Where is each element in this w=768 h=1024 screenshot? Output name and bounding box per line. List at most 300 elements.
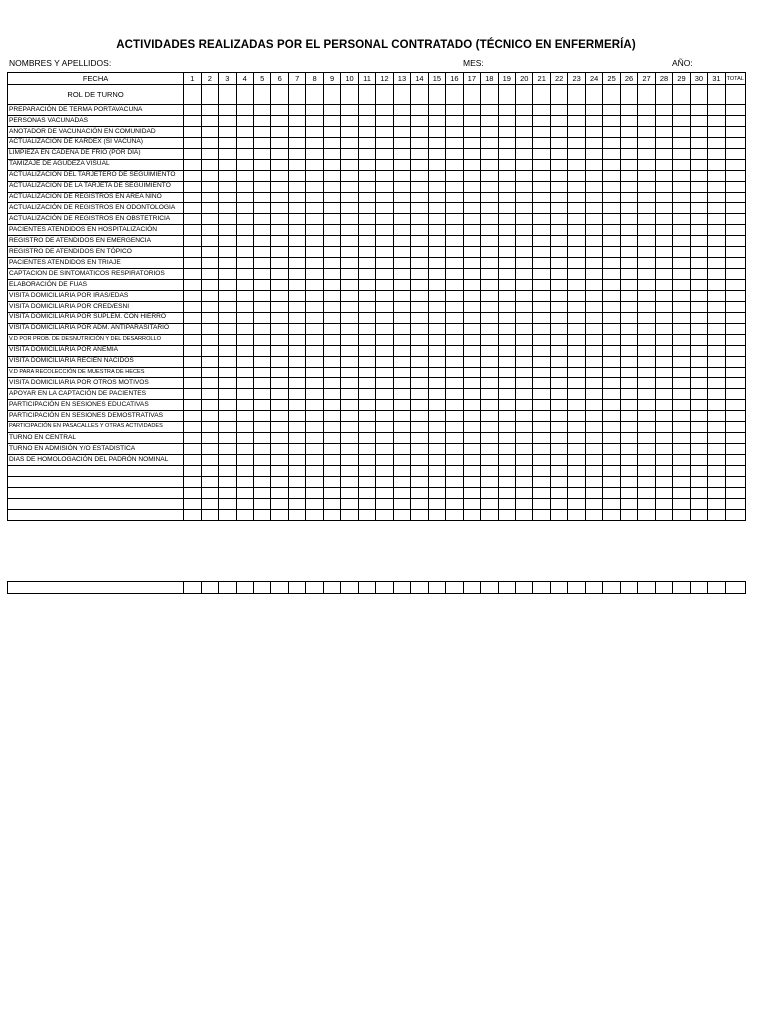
day-cell[interactable] <box>498 159 515 170</box>
day-cell[interactable] <box>306 378 323 389</box>
day-cell[interactable] <box>708 115 725 126</box>
day-cell[interactable] <box>708 225 725 236</box>
day-cell[interactable] <box>463 225 480 236</box>
day-cell[interactable] <box>428 203 445 214</box>
day-cell[interactable] <box>568 400 585 411</box>
summary-cell[interactable] <box>655 582 672 594</box>
day-cell[interactable] <box>550 170 567 181</box>
day-cell[interactable] <box>271 301 288 312</box>
day-cell[interactable] <box>655 367 672 378</box>
day-cell[interactable] <box>341 203 358 214</box>
day-cell[interactable] <box>620 498 637 509</box>
day-cell[interactable] <box>673 465 690 476</box>
day-cell[interactable] <box>201 345 218 356</box>
day-cell[interactable] <box>708 400 725 411</box>
day-cell[interactable] <box>585 203 602 214</box>
shift-cell[interactable] <box>376 85 393 105</box>
day-cell[interactable] <box>498 258 515 269</box>
day-cell[interactable] <box>638 334 655 345</box>
day-cell[interactable] <box>236 323 253 334</box>
day-cell[interactable] <box>655 301 672 312</box>
day-cell[interactable] <box>481 356 498 367</box>
day-cell[interactable] <box>411 258 428 269</box>
day-cell[interactable] <box>271 225 288 236</box>
day-cell[interactable] <box>306 389 323 400</box>
day-cell[interactable] <box>655 115 672 126</box>
day-cell[interactable] <box>341 411 358 422</box>
day-cell[interactable] <box>253 465 270 476</box>
day-cell[interactable] <box>638 269 655 280</box>
summary-cell[interactable] <box>498 582 515 594</box>
day-cell[interactable] <box>603 203 620 214</box>
day-cell[interactable] <box>498 290 515 301</box>
day-cell[interactable] <box>481 465 498 476</box>
day-cell[interactable] <box>446 247 463 258</box>
day-cell[interactable] <box>516 236 533 247</box>
day-cell[interactable] <box>446 400 463 411</box>
day-cell[interactable] <box>393 236 410 247</box>
day-cell[interactable] <box>428 323 445 334</box>
day-cell[interactable] <box>358 323 375 334</box>
day-cell[interactable] <box>201 181 218 192</box>
day-cell[interactable] <box>620 389 637 400</box>
day-cell[interactable] <box>323 181 340 192</box>
day-cell[interactable] <box>568 444 585 455</box>
day-cell[interactable] <box>288 509 305 520</box>
shift-cell[interactable] <box>358 85 375 105</box>
day-cell[interactable] <box>393 476 410 487</box>
day-cell[interactable] <box>428 444 445 455</box>
day-cell[interactable] <box>219 389 236 400</box>
shift-cell[interactable] <box>516 85 533 105</box>
day-cell[interactable] <box>446 280 463 291</box>
day-cell[interactable] <box>516 378 533 389</box>
day-cell[interactable] <box>306 455 323 466</box>
day-cell[interactable] <box>376 301 393 312</box>
day-cell[interactable] <box>411 422 428 433</box>
day-cell[interactable] <box>673 498 690 509</box>
total-cell[interactable] <box>725 389 745 400</box>
day-cell[interactable] <box>638 487 655 498</box>
day-cell[interactable] <box>236 334 253 345</box>
day-cell[interactable] <box>446 159 463 170</box>
day-cell[interactable] <box>358 258 375 269</box>
day-cell[interactable] <box>481 323 498 334</box>
day-cell[interactable] <box>393 280 410 291</box>
day-cell[interactable] <box>271 334 288 345</box>
day-cell[interactable] <box>341 422 358 433</box>
summary-cell[interactable] <box>568 582 585 594</box>
day-cell[interactable] <box>323 225 340 236</box>
day-cell[interactable] <box>201 126 218 137</box>
day-cell[interactable] <box>516 137 533 148</box>
day-cell[interactable] <box>673 422 690 433</box>
day-cell[interactable] <box>428 389 445 400</box>
day-cell[interactable] <box>358 301 375 312</box>
day-cell[interactable] <box>690 258 707 269</box>
day-cell[interactable] <box>446 148 463 159</box>
day-cell[interactable] <box>219 159 236 170</box>
day-cell[interactable] <box>481 280 498 291</box>
day-cell[interactable] <box>236 476 253 487</box>
day-cell[interactable] <box>271 192 288 203</box>
day-cell[interactable] <box>585 105 602 116</box>
day-cell[interactable] <box>620 433 637 444</box>
day-cell[interactable] <box>376 280 393 291</box>
day-cell[interactable] <box>673 487 690 498</box>
day-cell[interactable] <box>393 334 410 345</box>
day-cell[interactable] <box>690 115 707 126</box>
day-cell[interactable] <box>533 487 550 498</box>
day-cell[interactable] <box>306 411 323 422</box>
day-cell[interactable] <box>516 444 533 455</box>
day-cell[interactable] <box>498 487 515 498</box>
day-cell[interactable] <box>341 476 358 487</box>
day-cell[interactable] <box>306 422 323 433</box>
day-cell[interactable] <box>253 148 270 159</box>
day-cell[interactable] <box>603 455 620 466</box>
summary-cell[interactable] <box>585 582 602 594</box>
day-cell[interactable] <box>568 334 585 345</box>
day-cell[interactable] <box>708 378 725 389</box>
day-cell[interactable] <box>323 126 340 137</box>
summary-cell[interactable] <box>481 582 498 594</box>
day-cell[interactable] <box>184 225 201 236</box>
day-cell[interactable] <box>550 465 567 476</box>
day-cell[interactable] <box>219 498 236 509</box>
day-cell[interactable] <box>708 192 725 203</box>
day-cell[interactable] <box>673 148 690 159</box>
day-cell[interactable] <box>638 301 655 312</box>
day-cell[interactable] <box>498 367 515 378</box>
day-cell[interactable] <box>341 280 358 291</box>
day-cell[interactable] <box>446 509 463 520</box>
day-cell[interactable] <box>393 170 410 181</box>
day-cell[interactable] <box>463 509 480 520</box>
day-cell[interactable] <box>184 280 201 291</box>
shift-cell[interactable] <box>620 85 637 105</box>
day-cell[interactable] <box>446 487 463 498</box>
day-cell[interactable] <box>288 258 305 269</box>
day-cell[interactable] <box>620 214 637 225</box>
day-cell[interactable] <box>446 258 463 269</box>
total-cell[interactable] <box>725 181 745 192</box>
day-cell[interactable] <box>655 455 672 466</box>
day-cell[interactable] <box>690 433 707 444</box>
day-cell[interactable] <box>655 236 672 247</box>
day-cell[interactable] <box>690 487 707 498</box>
day-cell[interactable] <box>620 323 637 334</box>
day-cell[interactable] <box>201 334 218 345</box>
day-cell[interactable] <box>376 159 393 170</box>
day-cell[interactable] <box>585 400 602 411</box>
day-cell[interactable] <box>219 444 236 455</box>
summary-cell[interactable] <box>253 582 270 594</box>
day-cell[interactable] <box>481 148 498 159</box>
day-cell[interactable] <box>341 137 358 148</box>
day-cell[interactable] <box>690 170 707 181</box>
day-cell[interactable] <box>306 214 323 225</box>
day-cell[interactable] <box>236 137 253 148</box>
day-cell[interactable] <box>516 487 533 498</box>
day-cell[interactable] <box>620 455 637 466</box>
day-cell[interactable] <box>533 455 550 466</box>
day-cell[interactable] <box>516 148 533 159</box>
day-cell[interactable] <box>236 214 253 225</box>
summary-cell[interactable] <box>219 582 236 594</box>
day-cell[interactable] <box>323 498 340 509</box>
day-cell[interactable] <box>481 312 498 323</box>
day-cell[interactable] <box>358 444 375 455</box>
day-cell[interactable] <box>446 301 463 312</box>
day-cell[interactable] <box>585 126 602 137</box>
day-cell[interactable] <box>498 498 515 509</box>
day-cell[interactable] <box>253 192 270 203</box>
total-cell[interactable] <box>725 214 745 225</box>
day-cell[interactable] <box>358 115 375 126</box>
day-cell[interactable] <box>481 345 498 356</box>
day-cell[interactable] <box>463 115 480 126</box>
total-cell[interactable] <box>725 290 745 301</box>
summary-cell[interactable] <box>463 582 480 594</box>
day-cell[interactable] <box>271 455 288 466</box>
day-cell[interactable] <box>481 159 498 170</box>
day-cell[interactable] <box>550 192 567 203</box>
day-cell[interactable] <box>481 181 498 192</box>
summary-cell[interactable] <box>358 582 375 594</box>
day-cell[interactable] <box>655 323 672 334</box>
day-cell[interactable] <box>184 345 201 356</box>
day-cell[interactable] <box>516 433 533 444</box>
day-cell[interactable] <box>201 269 218 280</box>
day-cell[interactable] <box>708 345 725 356</box>
day-cell[interactable] <box>411 115 428 126</box>
day-cell[interactable] <box>568 269 585 280</box>
day-cell[interactable] <box>253 137 270 148</box>
day-cell[interactable] <box>620 126 637 137</box>
day-cell[interactable] <box>550 181 567 192</box>
day-cell[interactable] <box>690 378 707 389</box>
day-cell[interactable] <box>498 323 515 334</box>
day-cell[interactable] <box>533 290 550 301</box>
day-cell[interactable] <box>463 312 480 323</box>
day-cell[interactable] <box>673 323 690 334</box>
day-cell[interactable] <box>376 115 393 126</box>
day-cell[interactable] <box>585 148 602 159</box>
day-cell[interactable] <box>358 269 375 280</box>
day-cell[interactable] <box>236 181 253 192</box>
day-cell[interactable] <box>271 422 288 433</box>
day-cell[interactable] <box>673 444 690 455</box>
day-cell[interactable] <box>358 148 375 159</box>
day-cell[interactable] <box>481 389 498 400</box>
day-cell[interactable] <box>446 498 463 509</box>
day-cell[interactable] <box>603 367 620 378</box>
day-cell[interactable] <box>341 487 358 498</box>
day-cell[interactable] <box>323 356 340 367</box>
day-cell[interactable] <box>341 148 358 159</box>
day-cell[interactable] <box>638 115 655 126</box>
day-cell[interactable] <box>288 269 305 280</box>
day-cell[interactable] <box>498 269 515 280</box>
day-cell[interactable] <box>585 301 602 312</box>
day-cell[interactable] <box>253 444 270 455</box>
day-cell[interactable] <box>236 465 253 476</box>
shift-cell[interactable] <box>690 85 707 105</box>
day-cell[interactable] <box>236 433 253 444</box>
day-cell[interactable] <box>323 476 340 487</box>
day-cell[interactable] <box>219 126 236 137</box>
day-cell[interactable] <box>253 214 270 225</box>
day-cell[interactable] <box>498 334 515 345</box>
day-cell[interactable] <box>603 312 620 323</box>
day-cell[interactable] <box>306 159 323 170</box>
day-cell[interactable] <box>201 203 218 214</box>
total-cell[interactable] <box>725 323 745 334</box>
day-cell[interactable] <box>708 280 725 291</box>
day-cell[interactable] <box>358 105 375 116</box>
day-cell[interactable] <box>393 367 410 378</box>
summary-cell[interactable] <box>428 582 445 594</box>
day-cell[interactable] <box>533 214 550 225</box>
day-cell[interactable] <box>585 411 602 422</box>
day-cell[interactable] <box>463 105 480 116</box>
day-cell[interactable] <box>411 465 428 476</box>
day-cell[interactable] <box>428 269 445 280</box>
day-cell[interactable] <box>708 509 725 520</box>
shift-cell[interactable] <box>708 85 725 105</box>
day-cell[interactable] <box>393 105 410 116</box>
day-cell[interactable] <box>271 170 288 181</box>
day-cell[interactable] <box>498 476 515 487</box>
day-cell[interactable] <box>655 487 672 498</box>
day-cell[interactable] <box>271 345 288 356</box>
day-cell[interactable] <box>236 258 253 269</box>
day-cell[interactable] <box>411 444 428 455</box>
day-cell[interactable] <box>533 323 550 334</box>
day-cell[interactable] <box>690 509 707 520</box>
day-cell[interactable] <box>358 312 375 323</box>
day-cell[interactable] <box>288 422 305 433</box>
day-cell[interactable] <box>481 247 498 258</box>
day-cell[interactable] <box>673 345 690 356</box>
day-cell[interactable] <box>428 280 445 291</box>
day-cell[interactable] <box>253 301 270 312</box>
day-cell[interactable] <box>358 192 375 203</box>
day-cell[interactable] <box>603 323 620 334</box>
day-cell[interactable] <box>271 498 288 509</box>
day-cell[interactable] <box>219 148 236 159</box>
day-cell[interactable] <box>603 280 620 291</box>
day-cell[interactable] <box>201 170 218 181</box>
day-cell[interactable] <box>253 323 270 334</box>
day-cell[interactable] <box>376 137 393 148</box>
day-cell[interactable] <box>638 247 655 258</box>
shift-cell[interactable] <box>638 85 655 105</box>
day-cell[interactable] <box>620 334 637 345</box>
day-cell[interactable] <box>219 247 236 258</box>
day-cell[interactable] <box>253 225 270 236</box>
day-cell[interactable] <box>498 400 515 411</box>
day-cell[interactable] <box>690 181 707 192</box>
day-cell[interactable] <box>446 137 463 148</box>
day-cell[interactable] <box>253 280 270 291</box>
day-cell[interactable] <box>201 290 218 301</box>
day-cell[interactable] <box>533 269 550 280</box>
day-cell[interactable] <box>568 411 585 422</box>
day-cell[interactable] <box>253 389 270 400</box>
day-cell[interactable] <box>341 323 358 334</box>
day-cell[interactable] <box>568 105 585 116</box>
day-cell[interactable] <box>236 225 253 236</box>
day-cell[interactable] <box>585 444 602 455</box>
day-cell[interactable] <box>219 411 236 422</box>
day-cell[interactable] <box>655 214 672 225</box>
day-cell[interactable] <box>620 422 637 433</box>
day-cell[interactable] <box>306 476 323 487</box>
day-cell[interactable] <box>393 225 410 236</box>
day-cell[interactable] <box>184 115 201 126</box>
day-cell[interactable] <box>358 214 375 225</box>
day-cell[interactable] <box>271 148 288 159</box>
day-cell[interactable] <box>481 444 498 455</box>
day-cell[interactable] <box>638 312 655 323</box>
shift-cell[interactable] <box>655 85 672 105</box>
day-cell[interactable] <box>568 455 585 466</box>
day-cell[interactable] <box>341 159 358 170</box>
day-cell[interactable] <box>620 345 637 356</box>
day-cell[interactable] <box>393 487 410 498</box>
day-cell[interactable] <box>236 290 253 301</box>
day-cell[interactable] <box>673 301 690 312</box>
day-cell[interactable] <box>516 411 533 422</box>
day-cell[interactable] <box>638 192 655 203</box>
day-cell[interactable] <box>306 323 323 334</box>
day-cell[interactable] <box>550 323 567 334</box>
day-cell[interactable] <box>533 170 550 181</box>
day-cell[interactable] <box>708 105 725 116</box>
day-cell[interactable] <box>463 203 480 214</box>
shift-cell[interactable] <box>393 85 410 105</box>
day-cell[interactable] <box>219 269 236 280</box>
day-cell[interactable] <box>288 301 305 312</box>
shift-cell[interactable] <box>533 85 550 105</box>
day-cell[interactable] <box>481 509 498 520</box>
shift-cell[interactable] <box>411 85 428 105</box>
day-cell[interactable] <box>306 269 323 280</box>
day-cell[interactable] <box>184 465 201 476</box>
day-cell[interactable] <box>358 181 375 192</box>
day-cell[interactable] <box>516 269 533 280</box>
day-cell[interactable] <box>428 498 445 509</box>
day-cell[interactable] <box>288 181 305 192</box>
day-cell[interactable] <box>463 476 480 487</box>
day-cell[interactable] <box>568 389 585 400</box>
day-cell[interactable] <box>603 236 620 247</box>
day-cell[interactable] <box>550 411 567 422</box>
day-cell[interactable] <box>236 509 253 520</box>
day-cell[interactable] <box>253 269 270 280</box>
day-cell[interactable] <box>673 137 690 148</box>
day-cell[interactable] <box>463 280 480 291</box>
day-cell[interactable] <box>690 312 707 323</box>
day-cell[interactable] <box>271 181 288 192</box>
day-cell[interactable] <box>376 400 393 411</box>
day-cell[interactable] <box>376 247 393 258</box>
day-cell[interactable] <box>585 455 602 466</box>
day-cell[interactable] <box>288 203 305 214</box>
day-cell[interactable] <box>236 422 253 433</box>
